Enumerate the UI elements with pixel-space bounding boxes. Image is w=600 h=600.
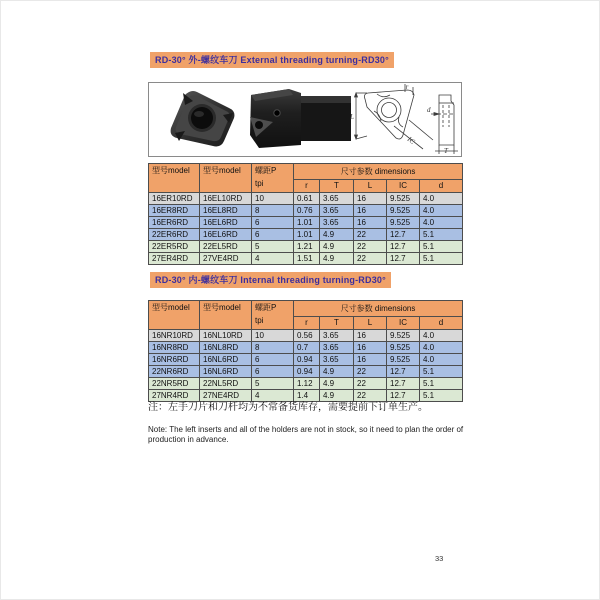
table-cell: 16EL10RD — [200, 193, 252, 205]
col-header-ic: IC — [387, 317, 420, 330]
table-cell: 9.525 — [387, 217, 420, 229]
table-cell: 16EL8RD — [200, 205, 252, 217]
table-cell: 4.0 — [420, 354, 463, 366]
drawing-label-ic: IC — [405, 135, 417, 146]
page-number: 33 — [435, 554, 444, 563]
pitch-label-tpi: tpi — [255, 179, 264, 188]
table-cell: 4.9 — [320, 366, 354, 378]
table-cell: 4.0 — [420, 193, 463, 205]
col-header-d: d — [420, 180, 463, 193]
drawing-label-t: T — [444, 147, 448, 155]
drawing-label-d: d — [427, 106, 431, 114]
col-header-d: d — [420, 317, 463, 330]
col-header-l: L — [354, 317, 387, 330]
table-cell: 4.0 — [420, 205, 463, 217]
table-cell: 4.9 — [320, 390, 354, 402]
table-cell: 5.1 — [420, 253, 463, 265]
table-cell: 16NR8RD — [149, 342, 200, 354]
table-cell: 16 — [354, 217, 387, 229]
table-cell: 27ER4RD — [149, 253, 200, 265]
table-cell: 27NR4RD — [149, 390, 200, 402]
internal-table — [148, 300, 463, 402]
pitch-label-zh: 螺距P — [255, 166, 277, 175]
table-cell: 9.525 — [387, 354, 420, 366]
table-cell: 10 — [252, 193, 294, 205]
table-cell: 0.56 — [294, 330, 320, 342]
table-cell: 1.21 — [294, 241, 320, 253]
table-cell: 4 — [252, 390, 294, 402]
col-header-ic: IC — [387, 180, 420, 193]
table-cell: 5 — [252, 241, 294, 253]
table-cell: 22EL5RD — [200, 241, 252, 253]
table-cell: 9.525 — [387, 193, 420, 205]
table-cell: 27VE4RD — [200, 253, 252, 265]
col-header-t: T — [320, 180, 354, 193]
drawing-label-r: r — [405, 83, 409, 91]
table-cell: 16EL6RD — [200, 217, 252, 229]
table-cell: 3.65 — [320, 330, 354, 342]
table-cell: 6 — [252, 354, 294, 366]
table-cell: 22 — [354, 378, 387, 390]
table-cell: 4.9 — [320, 229, 354, 241]
col-header-l: L — [354, 180, 387, 193]
table-cell: 12.7 — [387, 390, 420, 402]
col-header-r: r — [294, 317, 320, 330]
table-cell: 12.7 — [387, 378, 420, 390]
holder-photo — [245, 87, 353, 151]
table-cell: 16NR10RD — [149, 330, 200, 342]
table-cell: 3.65 — [320, 193, 354, 205]
table-cell: 0.94 — [294, 366, 320, 378]
table-cell: 1.12 — [294, 378, 320, 390]
table-cell: 12.7 — [387, 229, 420, 241]
table-cell: 16NL10RD — [200, 330, 252, 342]
table-row — [149, 193, 463, 205]
table-cell: 16 — [354, 354, 387, 366]
table-cell: 6 — [252, 366, 294, 378]
table-cell: 22NR5RD — [149, 378, 200, 390]
table-cell: 10 — [252, 330, 294, 342]
table-cell: 12.7 — [387, 241, 420, 253]
table-row — [149, 390, 463, 402]
table-cell: 3.65 — [320, 354, 354, 366]
table-cell: 16 — [354, 193, 387, 205]
pitch-label-tpi: tpi — [255, 316, 264, 325]
table-cell: 4.0 — [420, 217, 463, 229]
table-row — [149, 205, 463, 217]
table-cell: 0.94 — [294, 354, 320, 366]
table-cell: 3.65 — [320, 205, 354, 217]
table-cell: 1.01 — [294, 229, 320, 241]
pitch-label-zh: 螺距P — [255, 303, 277, 312]
dimension-drawing — [347, 83, 461, 156]
table-row — [149, 330, 463, 342]
table-cell: 22NR6RD — [149, 366, 200, 378]
col-header-t: T — [320, 317, 354, 330]
table-cell: 22ER6RD — [149, 229, 200, 241]
table-cell: 22 — [354, 253, 387, 265]
col-header-dimensions: 尺寸参数 dimensions — [294, 164, 463, 180]
table-cell: 5.1 — [420, 241, 463, 253]
table-cell: 0.61 — [294, 193, 320, 205]
table-cell: 0.7 — [294, 342, 320, 354]
table-cell: 22ER5RD — [149, 241, 200, 253]
table-cell: 22 — [354, 229, 387, 241]
table-cell: 16NR6RD — [149, 354, 200, 366]
section-header-external: RD-30° 外-螺纹车刀 External threading turning-RD30° — [150, 52, 394, 68]
external-table — [148, 163, 463, 265]
table-cell: 16ER6RD — [149, 217, 200, 229]
table-cell: 8 — [252, 205, 294, 217]
section-header-internal: RD-30° 内-螺纹车刀 Internal threading turning-RD30° — [150, 272, 391, 288]
table-cell: 16NL6RD — [200, 354, 252, 366]
table-cell: 4.0 — [420, 342, 463, 354]
table-cell: 5 — [252, 378, 294, 390]
table-row — [149, 354, 463, 366]
table-row — [149, 342, 463, 354]
table-cell: 9.525 — [387, 342, 420, 354]
col-header-model-right: 型号model — [149, 164, 200, 193]
table-cell: 16NL6RD — [200, 366, 252, 378]
table-cell: 12.7 — [387, 253, 420, 265]
table-cell: 16 — [354, 330, 387, 342]
table-cell: 5.1 — [420, 378, 463, 390]
table-cell: 16EL6RD — [200, 229, 252, 241]
table-cell: 22 — [354, 366, 387, 378]
table-cell: 12.7 — [387, 366, 420, 378]
table-cell: 4 — [252, 253, 294, 265]
col-header-model-left: 型号model — [200, 164, 252, 193]
table-cell: 1.51 — [294, 253, 320, 265]
table-cell: 8 — [252, 342, 294, 354]
table-cell: 1.4 — [294, 390, 320, 402]
table-cell: 3.65 — [320, 342, 354, 354]
product-figure-box — [148, 82, 462, 157]
col-header-r: r — [294, 180, 320, 193]
table-cell: 22 — [354, 390, 387, 402]
table-cell: 0.76 — [294, 205, 320, 217]
table-cell: 5.1 — [420, 229, 463, 241]
table-cell: 4.9 — [320, 253, 354, 265]
table-cell: 4.9 — [320, 378, 354, 390]
table-cell: 3.65 — [320, 217, 354, 229]
table-cell: 22NL5RD — [200, 378, 252, 390]
col-header-pitch — [252, 301, 294, 330]
drawing-label-l: L — [350, 113, 354, 121]
table-cell: 16 — [354, 342, 387, 354]
table-row — [149, 253, 463, 265]
col-header-dimensions: 尺寸参数 dimensions — [294, 301, 463, 317]
table-cell: 9.525 — [387, 330, 420, 342]
table-header-row — [149, 301, 463, 317]
table-cell: 4.9 — [320, 241, 354, 253]
table-cell: 5.1 — [420, 366, 463, 378]
table-row — [149, 229, 463, 241]
insert-photo — [155, 85, 247, 154]
table-cell: 22 — [354, 241, 387, 253]
table-header-row — [149, 164, 463, 180]
table-cell: 6 — [252, 229, 294, 241]
table-row — [149, 378, 463, 390]
table-cell: 5.1 — [420, 390, 463, 402]
table-cell: 1.01 — [294, 217, 320, 229]
table-cell: 9.525 — [387, 205, 420, 217]
table-cell: 6 — [252, 217, 294, 229]
note-chinese: 注：左手刀片和刀杆均为不常备货库存，需要提前下订单生产。 — [148, 402, 428, 413]
table-cell: 16NL8RD — [200, 342, 252, 354]
col-header-pitch — [252, 164, 294, 193]
table-cell: 16 — [354, 205, 387, 217]
table-row — [149, 217, 463, 229]
col-header-model-right: 型号model — [149, 301, 200, 330]
note-english: Note: The left inserts and all of the holders are not in stock, so it need to plan the order of production in advance. — [148, 425, 464, 444]
table-cell: 16ER8RD — [149, 205, 200, 217]
table-cell: 4.0 — [420, 330, 463, 342]
table-cell: 16ER10RD — [149, 193, 200, 205]
col-header-model-left: 型号model — [200, 301, 252, 330]
table-cell: 27NE4RD — [200, 390, 252, 402]
table-row — [149, 241, 463, 253]
table-row — [149, 366, 463, 378]
